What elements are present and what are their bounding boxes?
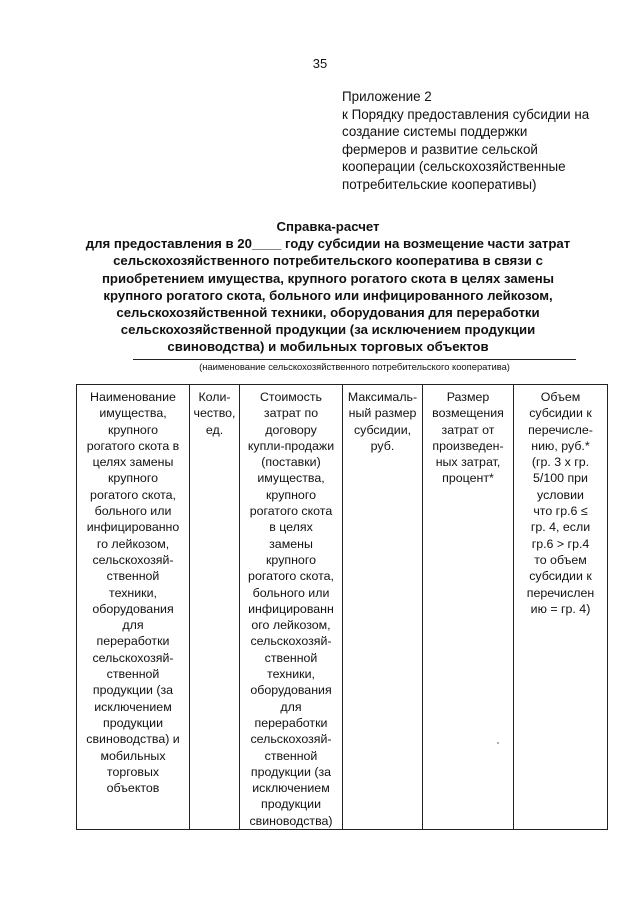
header-text-line: чество, <box>193 406 236 421</box>
appendix-line: создание системы поддержки <box>342 124 528 139</box>
header-text-line: возмещения <box>432 406 504 421</box>
column-header-3 <box>240 385 343 830</box>
header-text-line: условии <box>537 487 584 502</box>
header-text-line: (поставки) <box>261 455 321 470</box>
header-text-line: субсидии, <box>353 422 412 437</box>
header-text-line: ед. <box>205 422 224 437</box>
header-text-line: в целях <box>269 520 313 535</box>
column-header-1 <box>77 385 190 830</box>
header-text-line: рогатого скота <box>249 504 333 519</box>
header-text-line: оборудования <box>250 683 332 698</box>
header-text-line: сельскохозяй- <box>250 634 332 649</box>
header-text-line: переработки <box>96 634 170 649</box>
column-header-6 <box>514 385 608 830</box>
header-text-line: произведен- <box>432 438 504 453</box>
header-text-line: Стоимость <box>259 390 323 404</box>
header-text-line: инфицированн <box>248 601 334 616</box>
cooperative-name-line <box>133 359 576 360</box>
title-line: сельскохозяйственного потребительского кооператива в связи с <box>113 253 543 269</box>
header-text-line: для <box>122 618 144 633</box>
header-text-line: что гр.6 ≤ <box>533 504 588 519</box>
table-header-row <box>77 385 608 830</box>
header-text-line: руб. <box>370 438 395 453</box>
header-text-line: 5/100 при <box>533 471 588 486</box>
header-text-line: субсидии к <box>529 569 592 584</box>
header-text-line: замены <box>269 536 313 551</box>
header-text-line: Коли- <box>198 390 231 404</box>
header-text-line: (гр. 3 х гр. <box>531 455 590 470</box>
header-text-line: сельскохозяй- <box>92 650 174 665</box>
header-text-line: Максималь- <box>347 390 418 404</box>
cooperative-name-caption: (наименование сельскохозяйственного потребительского кооператива) <box>199 361 510 372</box>
header-text-line: ный размер <box>348 406 417 421</box>
header-text-line: ственной <box>264 748 318 763</box>
header-text-line: перечисле- <box>528 422 593 437</box>
header-text-line: ию = гр. 4) <box>530 601 591 616</box>
header-text-line: ственной <box>264 650 318 665</box>
appendix-note <box>342 88 612 193</box>
column-header-5 <box>423 385 514 830</box>
header-text-line: переработки <box>254 715 328 730</box>
header-text-line: рогатого скота в <box>86 438 180 453</box>
header-text-line: субсидии к <box>529 406 592 421</box>
header-text-line: гр.6 > гр.4 <box>531 536 590 551</box>
header-text-line: крупного <box>108 422 158 437</box>
header-text-line: процент* <box>442 471 494 486</box>
appendix-line: к Порядку предоставления субсидии на <box>342 106 590 122</box>
title-line: сельскохозяйственной продукции (за исключением продукции <box>120 322 536 338</box>
header-text-line: договору <box>265 422 317 437</box>
header-text-line: объектов <box>106 781 160 796</box>
column-header-2 <box>190 385 240 830</box>
header-text-line: рогатого скота, <box>248 569 334 584</box>
page-number: 35 <box>312 56 328 71</box>
header-text-line: затрат от <box>441 422 495 437</box>
header-text-line: техники, <box>109 585 157 600</box>
header-text-line: сельскохозяй- <box>92 552 174 567</box>
title-line: свиноводства) и мобильных торговых объектов <box>167 339 489 355</box>
header-text-line: то объем <box>534 552 587 567</box>
header-text-line: техники, <box>267 667 315 682</box>
header-text-line: ого лейкозом, <box>251 618 331 633</box>
header-text-line: ственной <box>106 667 160 682</box>
appendix-line: кооперации (сельскохозяйственные <box>342 159 566 174</box>
header-text-line: мобильных <box>100 748 166 763</box>
document-title <box>80 218 576 356</box>
header-text-line: инфицированно <box>86 520 180 535</box>
header-text-line: продукции (за <box>250 764 332 779</box>
header-text-line: продукции (за <box>92 683 174 698</box>
header-text-line: затрат по <box>263 406 319 421</box>
title-line: приобретением имущества, крупного рогатого скота в целях замены <box>101 270 555 286</box>
header-text-line: рогатого скота, <box>90 487 176 502</box>
header-text-line: крупного <box>266 552 316 567</box>
header-text-line: перечислен <box>526 585 595 600</box>
header-text-line: Объем <box>540 390 581 404</box>
header-text-line: гр. 4, если <box>530 520 591 535</box>
header-text-line: свиноводства) и <box>86 732 180 747</box>
header-text-line: исключением <box>252 781 330 796</box>
column-header-4 <box>343 385 423 830</box>
title-heading: Справка-расчет <box>276 219 380 234</box>
header-text-line: Наименование <box>90 390 176 404</box>
header-text-line: продукции <box>102 715 163 730</box>
header-text-line: исключением <box>94 699 172 714</box>
header-text-line: крупного <box>266 487 316 502</box>
header-text-line: ных затрат, <box>435 455 501 470</box>
header-text-line: купли-продажи <box>247 438 335 453</box>
header-text-line: нию, руб.* <box>531 438 590 453</box>
appendix-line: Приложение 2 <box>342 89 432 104</box>
header-text-line: оборудования <box>92 601 174 616</box>
header-text-line: имущества, <box>99 406 167 421</box>
header-text-line: сельскохозяй- <box>250 732 332 747</box>
appendix-line: фермеров и развитие сельской <box>342 141 538 157</box>
title-line: для предоставления в 20____ году субсидии на возмещение части затрат <box>85 236 571 252</box>
header-text-line: го лейкозом, <box>96 536 170 551</box>
header-text-line: свиноводства) <box>249 813 333 828</box>
calculation-table <box>76 384 608 830</box>
scan-speck <box>497 742 499 744</box>
header-text-line: продукции <box>260 797 321 812</box>
title-line: сельскохозяйственной техники, оборудования для переработки <box>116 305 540 321</box>
header-text-line: целях замены <box>92 455 174 470</box>
header-text-line: больного или <box>94 504 172 519</box>
header-text-line: для <box>280 699 302 714</box>
title-line: крупного рогатого скота, больного или инфицированного лейкозом, <box>103 287 553 303</box>
header-text-line: Размер <box>446 390 490 404</box>
header-text-line: ственной <box>106 569 160 584</box>
header-text-line: больного или <box>252 585 330 600</box>
header-text-line: имущества, <box>257 471 325 486</box>
header-text-line: торговых <box>106 764 160 779</box>
header-text-line: крупного <box>108 471 158 486</box>
appendix-line: потребительские кооперативы) <box>342 176 537 192</box>
